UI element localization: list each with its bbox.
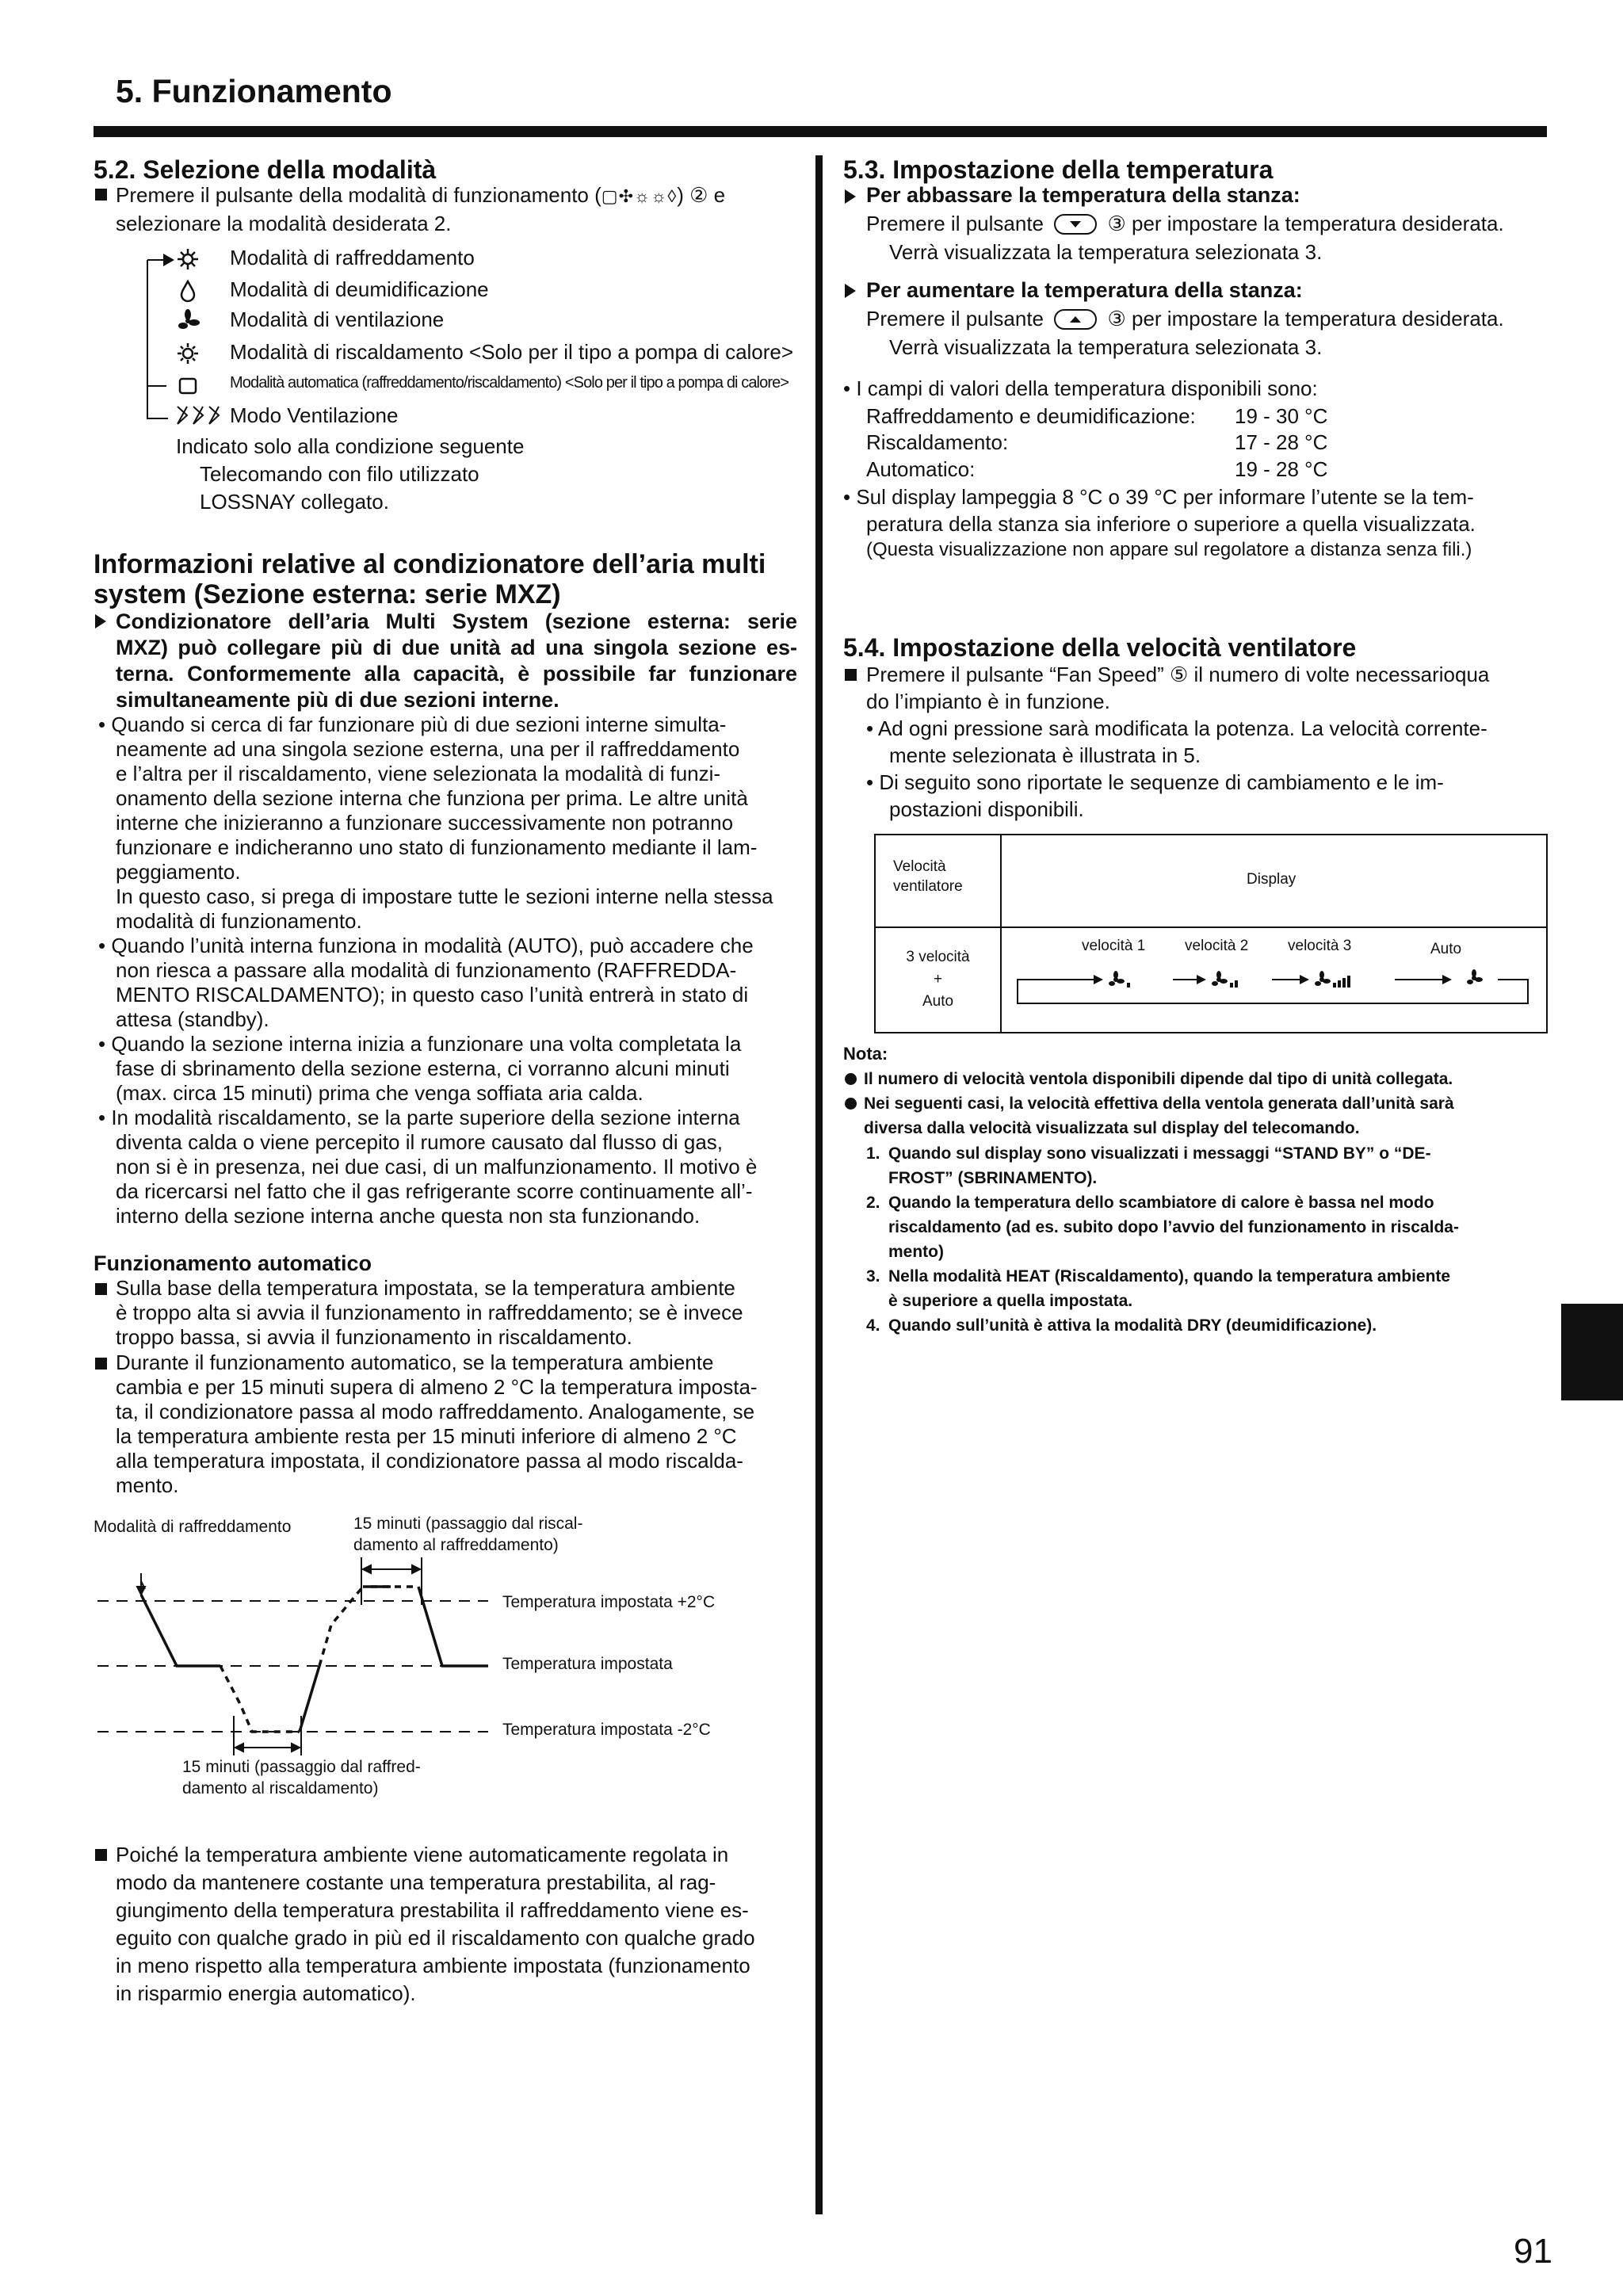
text-line: • Quando l’unità interna funziona in modalità (AUTO), può accadere che bbox=[98, 934, 754, 957]
table-header-display: Display bbox=[1247, 871, 1296, 888]
text-span: Premere il pulsante bbox=[866, 307, 1044, 330]
multi-bold-line: terna. Conformemente alla capacità, è possibile far funzionare bbox=[116, 662, 797, 686]
bullet-triangle bbox=[95, 614, 106, 628]
text-line: Quando sull’unità è attiva la modalità DRY (deumidificazione). bbox=[888, 1316, 1377, 1335]
diagram-label-minus2: Temperatura impostata -2°C bbox=[502, 1721, 711, 1739]
speed-label-2: velocità 2 bbox=[1185, 938, 1249, 954]
section-5-3-title: 5.3. Impostazione della temperatura bbox=[843, 155, 1274, 184]
text-line: Sulla base della temperatura impostata, se la temperatura ambiente bbox=[116, 1276, 735, 1300]
fan-speed-text-3: • Ad ogni pressione sarà modificata la potenza. La velocità corrente- bbox=[866, 716, 1487, 740]
text-line: funzionare e indicheranno uno stato di funzionamento mediante il lam- bbox=[116, 835, 758, 859]
note-2a: Nei seguenti casi, la velocità effettiva della ventola generata dall’unità sarà bbox=[864, 1095, 1454, 1113]
auto-title: Funzionamento automatico bbox=[94, 1251, 372, 1275]
text-line: neamente ad una singola sezione esterna, una per il raffreddamento bbox=[116, 737, 740, 761]
text-line: Nella modalità HEAT (Riscaldamento), quando la temperatura ambiente bbox=[888, 1267, 1451, 1286]
multi-paragraph-3 bbox=[98, 1032, 797, 1106]
range-label: Riscaldamento: bbox=[866, 430, 1009, 454]
text-line: interno della sezione interna anche questa non sta funzionando. bbox=[116, 1204, 701, 1228]
diagram-label-15b-2: damento al riscaldamento) bbox=[182, 1779, 379, 1797]
bullet-triangle bbox=[845, 284, 856, 298]
multi-bold-line: MXZ) può collegare più di due unità ad una singola sezione es- bbox=[116, 636, 797, 659]
text-line: eguito con qualche grado in più ed il riscaldamento con qualche grado bbox=[116, 1926, 755, 1950]
condition-text-1: Indicato solo alla condizione seguente bbox=[176, 434, 525, 458]
temp-down-line bbox=[866, 211, 1504, 237]
text-line: onamento della sezione interna che funziona per prima. Le altre unità bbox=[116, 786, 748, 810]
speed-label-3: velocità 3 bbox=[1288, 938, 1352, 954]
bullet-dot bbox=[845, 1073, 857, 1085]
speed-label-1: velocità 1 bbox=[1082, 938, 1146, 954]
text-line: • In modalità riscaldamento, se la parte superiore della sezione interna bbox=[98, 1106, 740, 1129]
text-line: • Quando si cerca di far funzionare più di due sezioni interne simulta- bbox=[98, 712, 727, 736]
text-line: è superiore a quella impostata. bbox=[888, 1292, 1133, 1310]
diagram-label-15a-1: 15 minuti (passaggio dal riscal- bbox=[353, 1515, 583, 1533]
text-line: • Quando la sezione interna inizia a funzionare una volta completata la bbox=[98, 1032, 742, 1056]
fan-speed-text-4: mente selezionata è illustrata in 5. bbox=[889, 743, 1201, 767]
text-line: MENTO RISCALDAMENTO); in questo caso l’unità entrerà in stato di bbox=[116, 983, 749, 1007]
diagram-label-setpoint: Temperatura impostata bbox=[502, 1655, 673, 1673]
bullet-square bbox=[95, 189, 107, 201]
text-span: ③ per impostare la temperatura desiderata. bbox=[1107, 307, 1504, 330]
text-line: (max. circa 15 minuti) prima che venga soffiata aria calda. bbox=[116, 1081, 643, 1105]
text-line: giungimento della temperatura prestabilita il raffreddamento viene es- bbox=[116, 1898, 749, 1922]
bullet-square bbox=[845, 669, 857, 681]
fan-speed-text-1: Premere il pulsante “Fan Speed” ⑤ il numero di volte necessarioqua bbox=[866, 663, 1490, 686]
fan-speed-text-6: postazioni disponibili. bbox=[889, 797, 1084, 821]
section-5-2-title: 5.2. Selezione della modalità bbox=[94, 155, 437, 184]
temp-down-title: Per abbassare la temperatura della stanza: bbox=[866, 183, 1300, 207]
text-line: in meno rispetto alla temperatura ambiente impostata (funzionamento bbox=[116, 1954, 750, 1977]
diagram-label-15a-2: damento al raffreddamento) bbox=[353, 1536, 559, 1554]
header-rule bbox=[94, 126, 1547, 137]
mode-heat-label: Modalità di riscaldamento <Solo per il tipo a pompa di calore> bbox=[230, 340, 794, 364]
multi-bold-line: simultaneamente più di due sezioni interne. bbox=[116, 688, 559, 712]
note-1: Il numero di velocità ventola disponibili dipende dal tipo di unità collegata. bbox=[864, 1070, 1453, 1088]
table-row-label-3: Auto bbox=[922, 993, 954, 1010]
column-divider bbox=[815, 155, 823, 2214]
text-line: non si è in presenza, nei due casi, di un malfunzionamento. Il motivo è bbox=[116, 1155, 758, 1179]
speed-label-auto: Auto bbox=[1430, 941, 1462, 957]
table-divider bbox=[1000, 835, 1002, 1032]
intro-text-end: ) ② e bbox=[677, 183, 726, 207]
section-5-2-intro-2: selezionare la modalità desiderata 2. bbox=[116, 212, 452, 235]
list-number: 2. bbox=[866, 1194, 880, 1212]
temp-down-display: Verrà visualizzata la temperatura selezionata 3. bbox=[889, 240, 1323, 264]
auto-icon bbox=[176, 374, 200, 398]
text-line: Quando la temperatura dello scambiatore di calore è bassa nel modo bbox=[888, 1194, 1434, 1212]
text-line: FROST” (SBRINAMENTO). bbox=[888, 1169, 1098, 1187]
text-line: da ricercarsi nel fatto che il gas refrigerante scorre continuamente all’- bbox=[116, 1179, 753, 1203]
intro-text: Premere il pulsante della modalità di funzionamento ( bbox=[116, 183, 601, 207]
text-line: diventa calda o viene percepito il rumore causato dal flusso di gas, bbox=[116, 1130, 723, 1154]
bullet-square bbox=[95, 1283, 107, 1295]
diagram-label-15b-1: 15 minuti (passaggio dal raffred- bbox=[182, 1758, 421, 1776]
mode-cool-label: Modalità di raffreddamento bbox=[230, 246, 475, 269]
text-line: In questo caso, si prega di impostare tutte le sezioni interne nella stessa bbox=[116, 884, 773, 908]
temp-up-display: Verrà visualizzata la temperatura selezionata 3. bbox=[889, 335, 1323, 359]
heat-icon bbox=[176, 342, 200, 365]
text-line: mento) bbox=[888, 1243, 944, 1261]
mode-tree-lines bbox=[139, 246, 203, 428]
text-line: in risparmio energia automatico). bbox=[116, 1981, 416, 2005]
page-number: 91 bbox=[1514, 2232, 1552, 2271]
temp-down-button-icon bbox=[1054, 213, 1097, 235]
ventilation-icon bbox=[176, 405, 225, 426]
dry-icon bbox=[176, 279, 200, 303]
multi-title-1: Informazioni relative al condizionatore dell’aria multi bbox=[94, 549, 766, 579]
multi-paragraph-4 bbox=[98, 1106, 797, 1228]
mode-dry-label: Modalità di deumidificazione bbox=[230, 277, 489, 301]
multi-bold-line: Condizionatore dell’aria Multi System (sezione esterna: serie bbox=[116, 609, 797, 633]
temp-up-title: Per aumentare la temperatura della stanza: bbox=[866, 278, 1303, 302]
temperature-diagram bbox=[94, 1530, 506, 1767]
text-line: Durante il funzionamento automatico, se la temperatura ambiente bbox=[116, 1350, 714, 1374]
fan-speed-table bbox=[874, 834, 1548, 1033]
note-list-3 bbox=[866, 1264, 1548, 1313]
range-label: Raffreddamento e deumidificazione: bbox=[866, 404, 1196, 428]
fan-speed-text-2: do l’impianto è in funzione. bbox=[866, 690, 1110, 713]
list-number: 3. bbox=[866, 1267, 880, 1286]
fan-speed-text-5: • Di seguito sono riportate le sequenze di cambiamento e le im- bbox=[866, 770, 1444, 794]
mode-auto-label: Modalità automatica (raffreddamento/riscaldamento) <Solo per il tipo a pompa di calore> bbox=[230, 374, 789, 392]
auto-bullet-2 bbox=[116, 1350, 797, 1498]
nota-label: Nota: bbox=[843, 1044, 888, 1064]
text-line: è troppo alta si avvia il funzionamento in raffreddamento; se è invece bbox=[116, 1301, 743, 1324]
text-span: ③ per impostare la temperatura desiderata. bbox=[1107, 212, 1504, 235]
text-line: troppo bassa, si avvia il funzionamento in riscaldamento. bbox=[116, 1325, 632, 1349]
diagram-label-mode: Modalità di raffreddamento bbox=[94, 1518, 292, 1536]
table-row-label-1: 3 velocità bbox=[906, 949, 970, 965]
text-line: interne che inizieranno a funzionare successivamente non potranno bbox=[116, 811, 734, 835]
text-line: Quando sul display sono visualizzati i messaggi “STAND BY” o “DE- bbox=[888, 1144, 1431, 1163]
note-list-1 bbox=[866, 1141, 1548, 1190]
blink-text-1: • Sul display lampeggia 8 °C o 39 °C per informare l’utente se la tem- bbox=[843, 485, 1474, 509]
blink-text-3: (Questa visualizzazione non appare sul regolatore a distanza senza fili.) bbox=[866, 539, 1472, 560]
multi-title-2: system (Sezione esterna: serie MXZ) bbox=[94, 579, 561, 609]
range-label: Automatico: bbox=[866, 457, 976, 481]
chapter-tab bbox=[1561, 1304, 1623, 1400]
bullet-square bbox=[95, 1849, 107, 1861]
bullet-dot bbox=[845, 1098, 857, 1110]
table-header-speed-1: Velocità bbox=[893, 858, 946, 875]
temp-up-line bbox=[866, 306, 1504, 332]
text-line: cambia e per 15 minuti supera di almeno 2 °C la temperatura imposta- bbox=[116, 1375, 758, 1399]
section-5-4-title: 5.4. Impostazione della velocità ventilatore bbox=[843, 633, 1357, 662]
cool-icon bbox=[176, 247, 200, 271]
text-line: mento. bbox=[116, 1473, 179, 1497]
text-line: Poiché la temperatura ambiente viene automaticamente regolata in bbox=[116, 1843, 729, 1866]
condition-text-3: LOSSNAY collegato. bbox=[200, 490, 389, 514]
auto-bullet-1 bbox=[116, 1276, 797, 1350]
condition-text-2: Telecomando con filo utilizzato bbox=[200, 462, 479, 486]
note-list-4 bbox=[866, 1313, 1548, 1338]
mode-fan-label: Modalità di ventilazione bbox=[230, 308, 445, 331]
auto-bullet-3 bbox=[116, 1841, 797, 2008]
multi-paragraph-2 bbox=[98, 934, 797, 1032]
mode-ventilation-label: Modo Ventilazione bbox=[230, 403, 399, 427]
bullet-triangle bbox=[845, 189, 856, 204]
blink-text-2: peratura della stanza sia inferiore o superiore a quella visualizzata. bbox=[866, 512, 1476, 536]
text-line: modalità di funzionamento. bbox=[116, 909, 362, 933]
table-header-speed-2: ventilatore bbox=[893, 878, 963, 895]
table-row-label-2: + bbox=[933, 971, 943, 988]
table-divider bbox=[876, 926, 1546, 928]
text-line: e l’altra per il riscaldamento, viene selezionata la modalità di funzi- bbox=[116, 762, 721, 785]
text-line: modo da mantenere costante una temperatura prestabilita, al rag- bbox=[116, 1870, 716, 1894]
list-number: 1. bbox=[866, 1144, 880, 1163]
page-title: 5. Funzionamento bbox=[116, 73, 392, 109]
range-value: 17 - 28 °C bbox=[1235, 430, 1328, 454]
note-list-2 bbox=[866, 1190, 1548, 1264]
multi-paragraph-1 bbox=[98, 712, 797, 934]
text-line: la temperatura ambiente resta per 15 minuti inferiore di almeno 2 °C bbox=[116, 1424, 737, 1448]
text-line: non riesca a passare alla modalità di funzionamento (RAFFREDDA- bbox=[116, 958, 737, 982]
range-value: 19 - 28 °C bbox=[1235, 457, 1328, 481]
fan-icon bbox=[176, 309, 200, 333]
list-number: 4. bbox=[866, 1316, 880, 1335]
temp-up-button-icon bbox=[1054, 308, 1097, 330]
text-line: peggiamento. bbox=[116, 860, 241, 884]
range-value: 19 - 30 °C bbox=[1235, 404, 1328, 428]
text-line: fase di sbrinamento della sezione esterna, ci vorranno alcuni minuti bbox=[116, 1056, 730, 1080]
section-5-2-intro bbox=[116, 182, 805, 209]
ranges-intro: • I campi di valori della temperatura disponibili sono: bbox=[843, 376, 1318, 400]
diagram-label-plus2: Temperatura impostata +2°C bbox=[502, 1593, 716, 1611]
text-line: attesa (standby). bbox=[116, 1007, 269, 1031]
text-line: riscaldamento (ad es. subito dopo l’avvio del funzionamento in riscalda- bbox=[888, 1218, 1459, 1236]
text-span: Premere il pulsante bbox=[866, 212, 1044, 235]
text-line: alla temperatura impostata, il condizionatore passa al modo riscalda- bbox=[116, 1449, 743, 1473]
fan-speed-sequence bbox=[1014, 964, 1537, 1011]
mode-icons: ▢✣☼☼◊ bbox=[601, 186, 678, 206]
multi-bold-block bbox=[116, 609, 797, 713]
bullet-square bbox=[95, 1358, 107, 1370]
note-2b: diversa dalla velocità visualizzata sul display del telecomando. bbox=[864, 1119, 1360, 1137]
text-line: ta, il condizionatore passa al modo raffreddamento. Analogamente, se bbox=[116, 1400, 755, 1423]
